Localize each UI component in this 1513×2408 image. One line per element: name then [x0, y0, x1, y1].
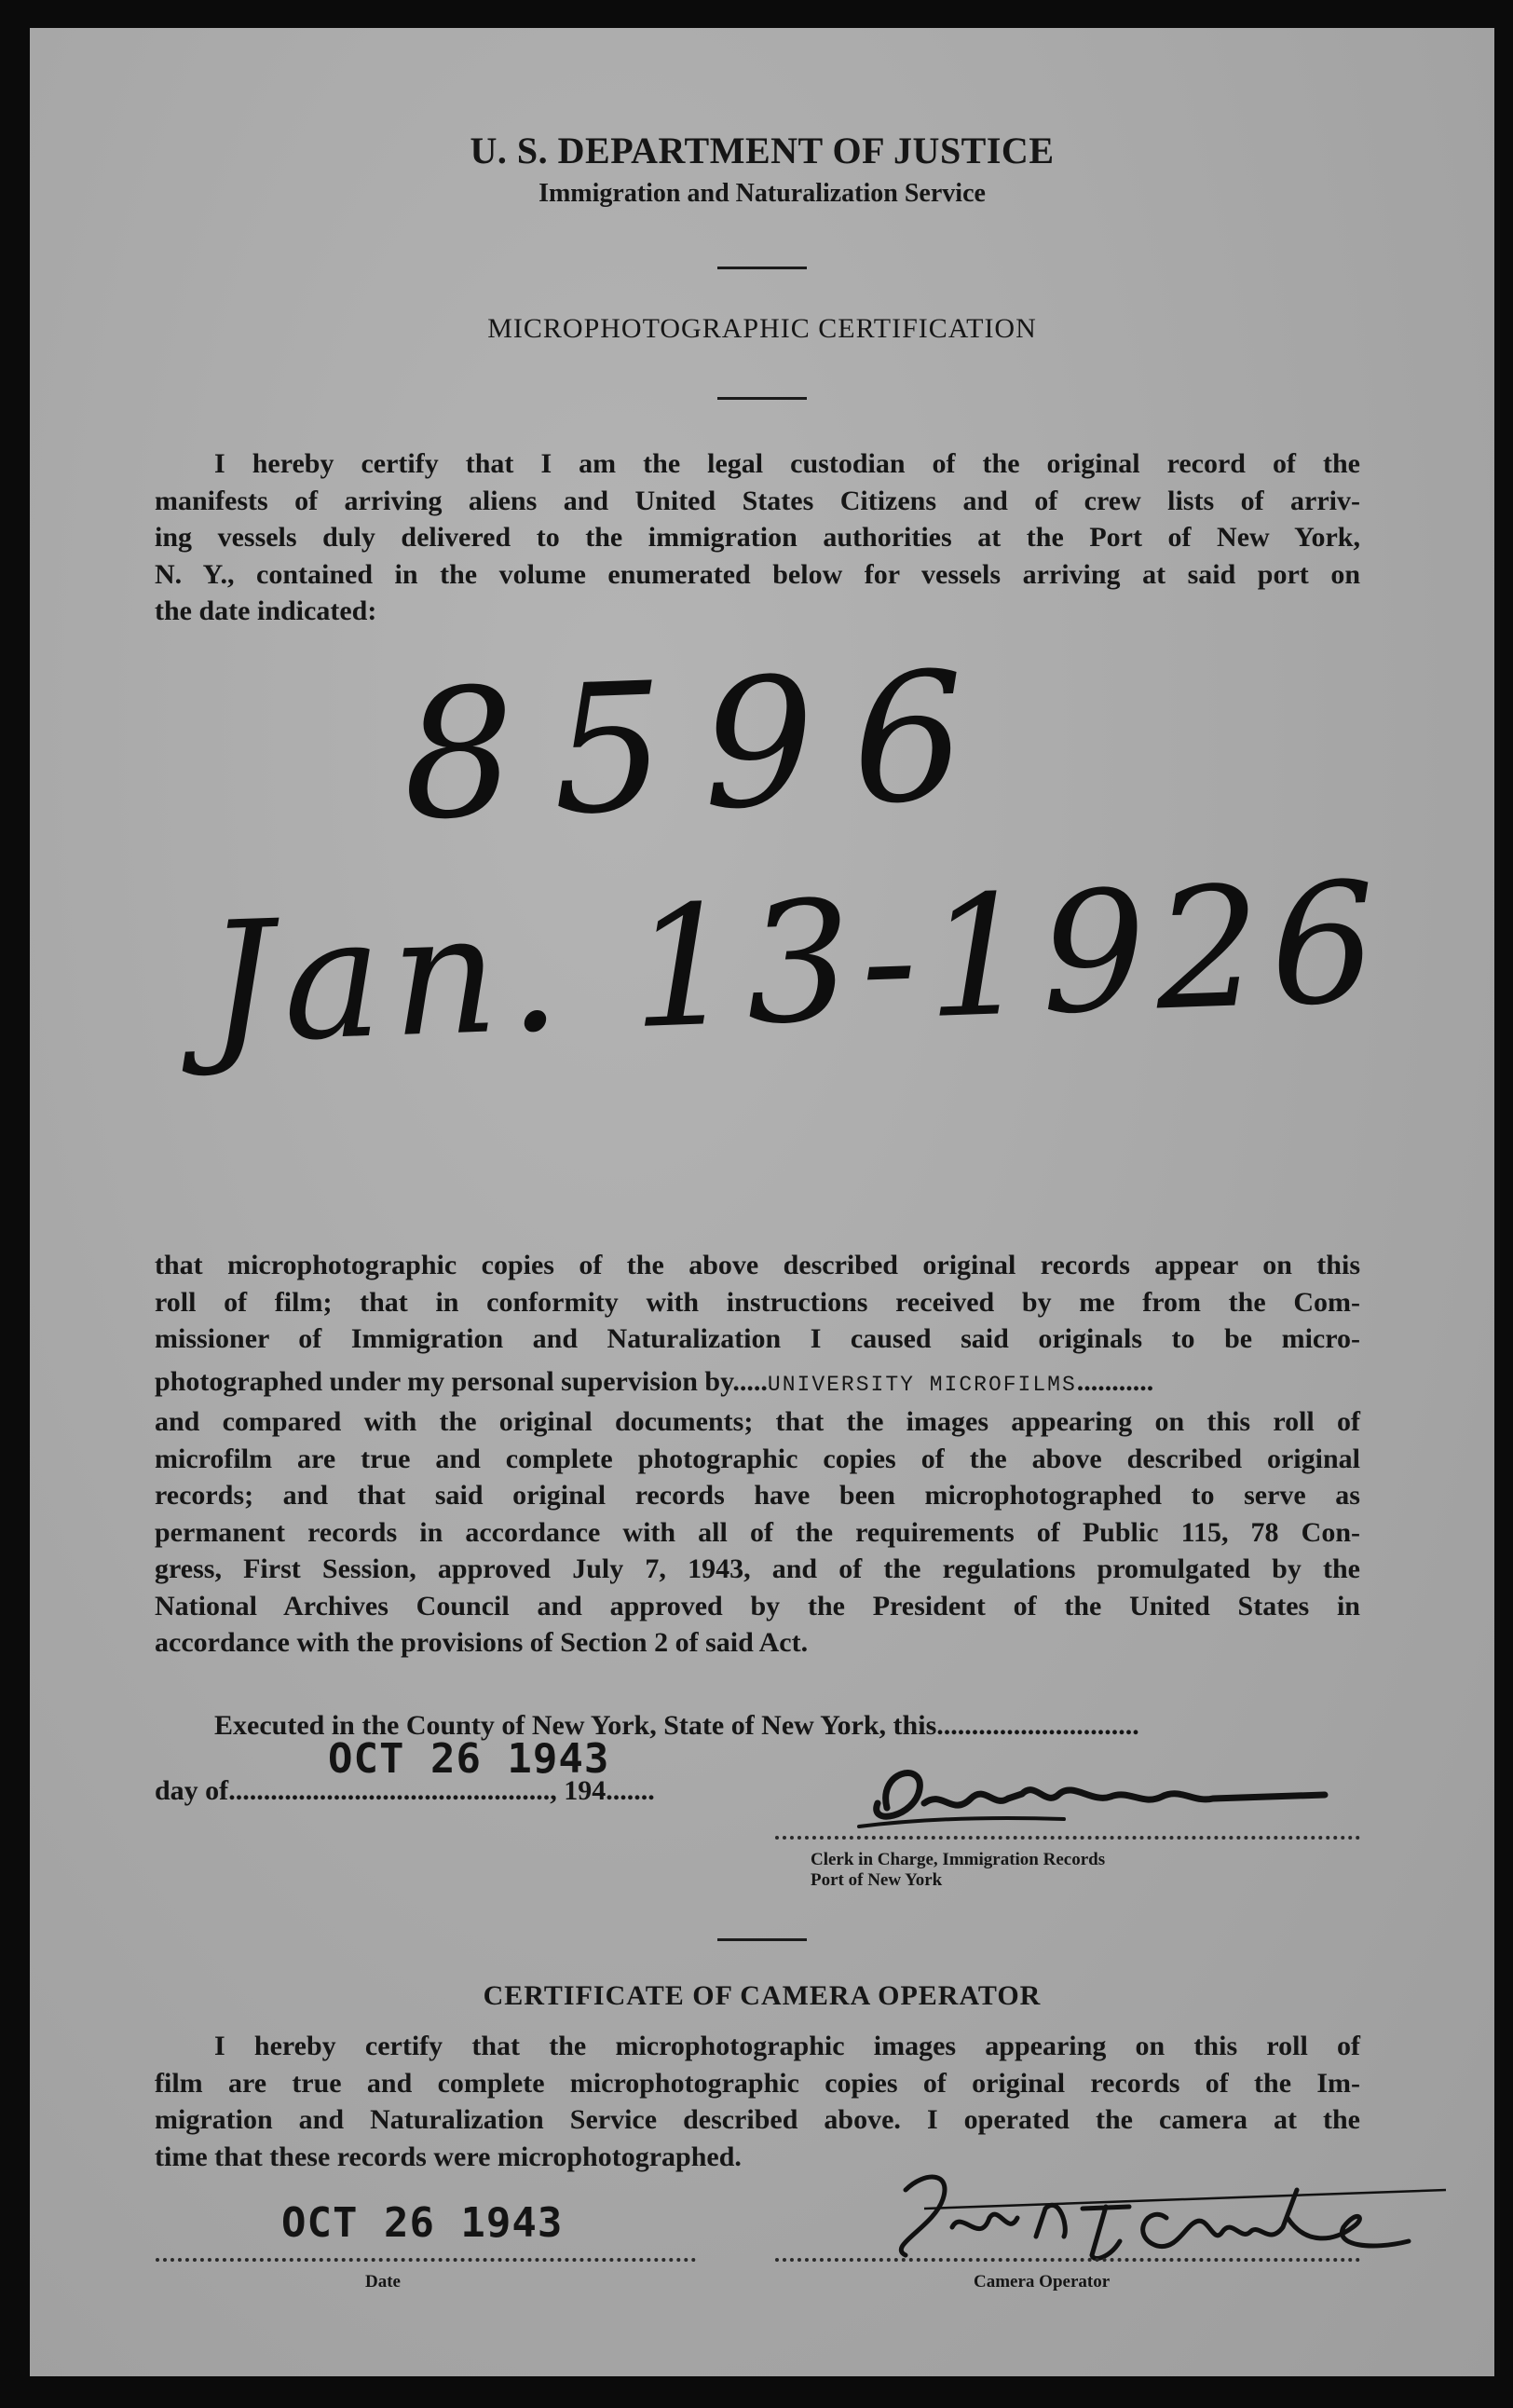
handwritten-volume-date: Jan. 13-1926: [203, 845, 1389, 1081]
date-line: [156, 2258, 696, 2262]
divider: [717, 267, 807, 269]
clerk-title: [811, 1850, 1105, 1891]
date-label: Date: [365, 2272, 401, 2292]
paragraph-line: film are true and complete microphotographic copies of original records of the Im-: [155, 2067, 1360, 2099]
clerk-title-line: Clerk in Charge, Immigration Records: [811, 1850, 1106, 1869]
camera-certificate-title: CERTIFICATE OF CAMERA OPERATOR: [483, 1980, 1042, 2011]
camera-operator-label: Camera Operator: [974, 2272, 1111, 2292]
certificate-sheet: [30, 28, 1494, 2376]
intro-paragraph: [155, 445, 1360, 630]
paragraph-line: gress, First Session, approved July 7, 1943, and of the regulations promulgated by the: [155, 1553, 1360, 1584]
divider: [717, 1938, 807, 1941]
paragraph-line: National Archives Council and approved by the President of the United States in: [155, 1590, 1360, 1621]
date-stamp: OCT 26 1943: [328, 1735, 610, 1783]
year-prefix: , 194: [550, 1775, 607, 1806]
paragraph-line: records; and that said original records have been microphotographed to serve as: [155, 1480, 1360, 1511]
executed-line: Executed in the County of New York, State of New York, this.............................: [155, 1707, 1360, 1744]
camera-date-stamp: OCT 26 1943: [281, 2199, 564, 2247]
paragraph-line: roll of film; that in conformity with instructions received by me from the Com-: [155, 1286, 1360, 1318]
supervision-line: photographed under my personal supervision by.....UNIVERSITY MICROFILMS...........: [155, 1365, 1154, 1397]
department-heading: U. S. DEPARTMENT OF JUSTICE: [470, 130, 1055, 171]
supervision-name: UNIVERSITY MICROFILMS: [767, 1372, 1077, 1397]
paragraph-line: and compared with the original documents; that the images appearing on this roll of: [155, 1406, 1360, 1437]
paragraph-line: permanent records in accordance with all of the requirements of Public 115, 78 Con-: [155, 1516, 1360, 1548]
body-paragraph: [155, 1247, 1360, 1662]
executed-text: Executed in the County of New York, State of New York, this: [214, 1710, 937, 1741]
handwritten-volume-number: 8596: [399, 632, 1006, 860]
clerk-title-line: Port of New York: [811, 1870, 943, 1890]
supervision-prefix: photographed under my personal supervision by: [155, 1365, 733, 1397]
operator-signature: [850, 2153, 1465, 2292]
day-of-line: day of.............................................., 194.......: [155, 1775, 655, 1806]
paragraph-line: I hereby certify that the microphotographic images appearing on this roll of: [214, 2031, 1360, 2061]
day-of-label: day of: [155, 1775, 229, 1806]
clerk-signature-line: [775, 1836, 1360, 1840]
paragraph-line: microfilm are true and complete photographic copies of the above described original: [155, 1443, 1360, 1474]
paragraph-line: that microphotographic copies of the above described original records appear on this: [155, 1250, 1360, 1280]
paragraph-line: time that these records were microphotographed.: [155, 2141, 742, 2172]
paragraph-line: N. Y., contained in the volume enumerated below for vessels arriving at said port on: [155, 558, 1360, 590]
paragraph-line: migration and Naturalization Service described above. I operated the camera at the: [155, 2104, 1360, 2135]
paragraph-line: accordance with the provisions of Section 2 of said Act.: [155, 1627, 809, 1658]
paragraph-line: I hereby certify that I am the legal custodian of the original record of the: [214, 448, 1360, 479]
paragraph-line: ing vessels duly delivered to the immigration authorities at the Port of New York,: [155, 522, 1360, 553]
certification-title: MICROPHOTOGRAPHIC CERTIFICATION: [487, 313, 1037, 344]
divider: [717, 397, 807, 400]
operator-signature-line: [775, 2258, 1360, 2262]
paragraph-line: missioner of Immigration and Naturalization I caused said originals to be micro-: [155, 1323, 1360, 1354]
paragraph-line: manifests of arriving aliens and United States Citizens and of crew lists of arriv-: [155, 485, 1360, 516]
paragraph-line: the date indicated:: [155, 595, 377, 626]
service-subheading: Immigration and Naturalization Service: [538, 179, 986, 208]
